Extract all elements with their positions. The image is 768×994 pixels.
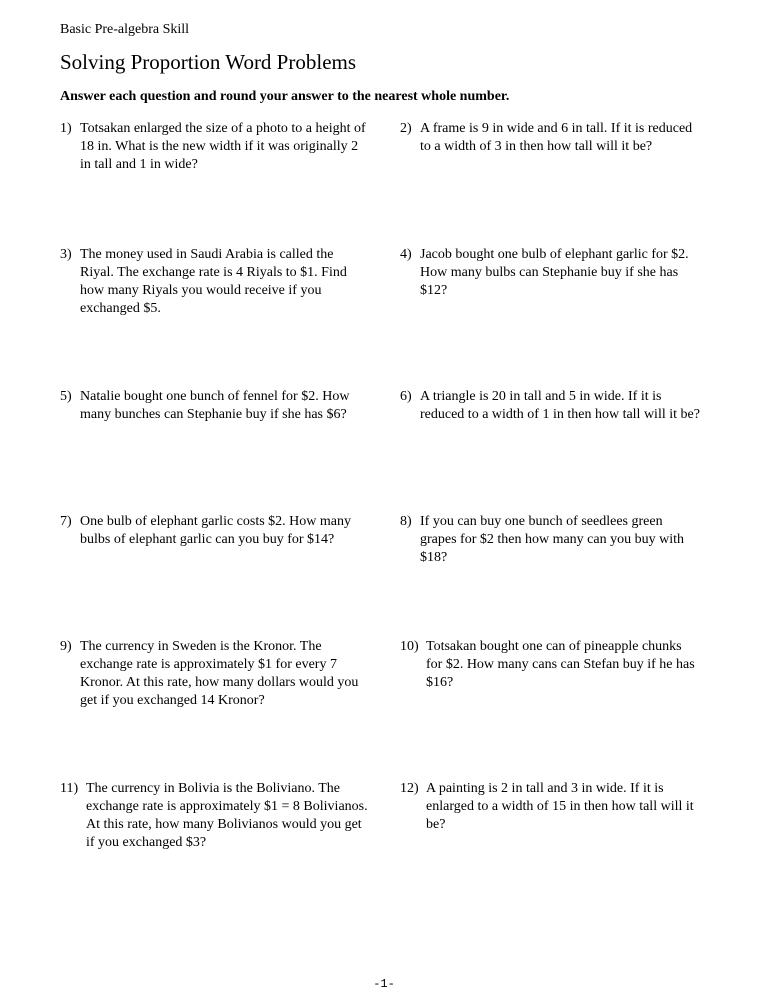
problem-number: 6) bbox=[400, 389, 412, 404]
problem-text: Totsakan enlarged the size of a photo to a height of 18 in. What is the new width if it was originally 2 in tall and 1 in wide? bbox=[80, 121, 366, 172]
problem-number: 7) bbox=[60, 514, 72, 529]
page-number: -1- bbox=[373, 977, 395, 991]
problem-number: 3) bbox=[60, 247, 72, 262]
problem-1 bbox=[60, 120, 370, 174]
problem-10 bbox=[400, 638, 700, 692]
problem-text: The currency in Sweden is the Kronor. The exchange rate is approximately $1 for every 7 Kronor. At this rate, how many dollars would you get if you exchanged 14 Kronor? bbox=[80, 639, 359, 708]
problem-text: One bulb of elephant garlic costs $2. How many bulbs of elephant garlic can you buy for $14? bbox=[80, 514, 351, 547]
problem-number: 1) bbox=[60, 121, 72, 136]
problem-6 bbox=[400, 388, 700, 424]
problem-number: 11) bbox=[60, 781, 79, 796]
problem-text: A frame is 9 in wide and 6 in tall. If it is reduced to a width of 3 in then how tall will it be? bbox=[420, 121, 693, 154]
problem-2 bbox=[400, 120, 700, 156]
problem-12 bbox=[400, 780, 700, 834]
problem-text: If you can buy one bunch of seedlees green grapes for $2 then how many can you buy with $18? bbox=[420, 514, 684, 565]
problem-8 bbox=[400, 513, 700, 567]
problem-4 bbox=[400, 246, 700, 300]
problem-number: 12) bbox=[400, 781, 419, 796]
problem-number: 8) bbox=[400, 514, 412, 529]
problem-text: Natalie bought one bunch of fennel for $2. How many bunches can Stephanie buy if she has $6? bbox=[80, 389, 350, 422]
problem-5 bbox=[60, 388, 370, 424]
worksheet-header: Basic Pre-algebra Skill bbox=[60, 22, 190, 37]
problem-number: 10) bbox=[400, 639, 419, 654]
problem-text: A triangle is 20 in tall and 5 in wide. If it is reduced to a width of 1 in then how tall will it be? bbox=[420, 389, 700, 422]
problem-number: 2) bbox=[400, 121, 412, 136]
problem-3 bbox=[60, 246, 370, 318]
problem-text: The money used in Saudi Arabia is called the Riyal. The exchange rate is 4 Riyals to $1. Find how many Riyals you would receive if you exchanged $5. bbox=[80, 247, 347, 316]
problem-text: Totsakan bought one can of pineapple chunks for $2. How many cans can Stefan buy if he has $16? bbox=[426, 639, 695, 690]
problem-9 bbox=[60, 638, 370, 710]
problem-text: Jacob bought one bulb of elephant garlic for $2. How many bulbs can Stephanie buy if she has $12? bbox=[420, 247, 689, 298]
problem-number: 4) bbox=[400, 247, 412, 262]
problem-text: A painting is 2 in tall and 3 in wide. If it is enlarged to a width of 15 in then how tall will it be? bbox=[426, 781, 694, 832]
problem-number: 9) bbox=[60, 639, 72, 654]
problem-7 bbox=[60, 513, 370, 549]
problem-11 bbox=[60, 780, 370, 852]
instructions: Answer each question and round your answer to the nearest whole number. bbox=[60, 89, 510, 104]
problem-number: 5) bbox=[60, 389, 72, 404]
problem-text: The currency in Bolivia is the Boliviano. The exchange rate is approximately $1 = 8 Bolivianos. At this rate, how many Bolivianos would you get if you exchanged $3? bbox=[86, 781, 368, 850]
page-title: Solving Proportion Word Problems bbox=[60, 50, 357, 74]
